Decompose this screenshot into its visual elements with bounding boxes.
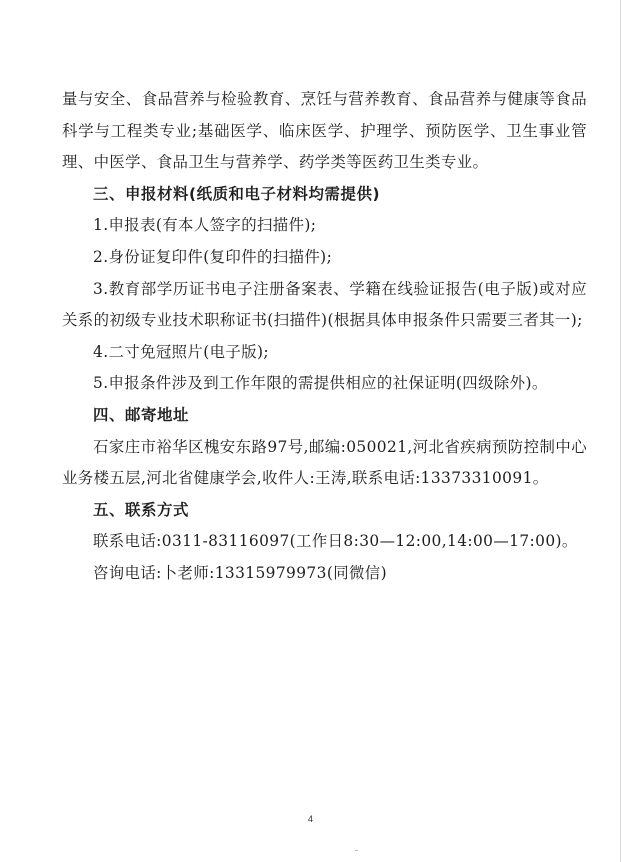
page-number: 4 (307, 814, 313, 824)
paragraph-mailing-address: 石家庄市裕华区槐安东路97号,邮编:050021,河北省疾病预防控制中心业务楼五层,河北省健康学会,收件人:王涛,联系电话:13373310091。 (62, 437, 587, 488)
heading-contact-info: 五、联系方式 (93, 500, 189, 519)
list-item-id-copy: 2.身份证复印件(复印件的扫描件); (93, 247, 333, 266)
list-item-education-certificate: 3.教育部学历证书电子注册备案表、学籍在线验证报告(电子版)或对应关系的初级专业技术职称证书(扫描件)(根据具体申报条件只需要三者其一); (62, 279, 587, 330)
list-item-social-security: 5.申报条件涉及到工作年限的需提供相应的社保证明(四级除外)。 (93, 374, 548, 393)
paragraph-consult-phone: 咨询电话:卜老师:13315979973(同微信) (93, 563, 387, 582)
list-item-photo: 4.二寸免冠照片(电子版); (93, 342, 269, 361)
paragraph-major-list: 量与安全、食品营养与检验教育、烹饪与营养教育、食品营养与健康等食品科学与工程类专业;基础医学、临床医学、护理学、预防医学、卫生事业管理、中医学、食品卫生与营养学、药学类等医药卫生类专业。 (62, 90, 587, 172)
scan-speck (355, 850, 358, 851)
heading-mailing-address: 四、邮寄地址 (93, 405, 189, 424)
list-item-application-form: 1.申报表(有本人签字的扫描件); (93, 216, 317, 235)
document-body (62, 84, 587, 590)
heading-application-materials: 三、申报材料(纸质和电子材料均需提供) (93, 184, 381, 203)
paragraph-contact-phone: 联系电话:0311-83116097(工作日8:30—12:00,14:00—17:00)。 (93, 532, 578, 551)
